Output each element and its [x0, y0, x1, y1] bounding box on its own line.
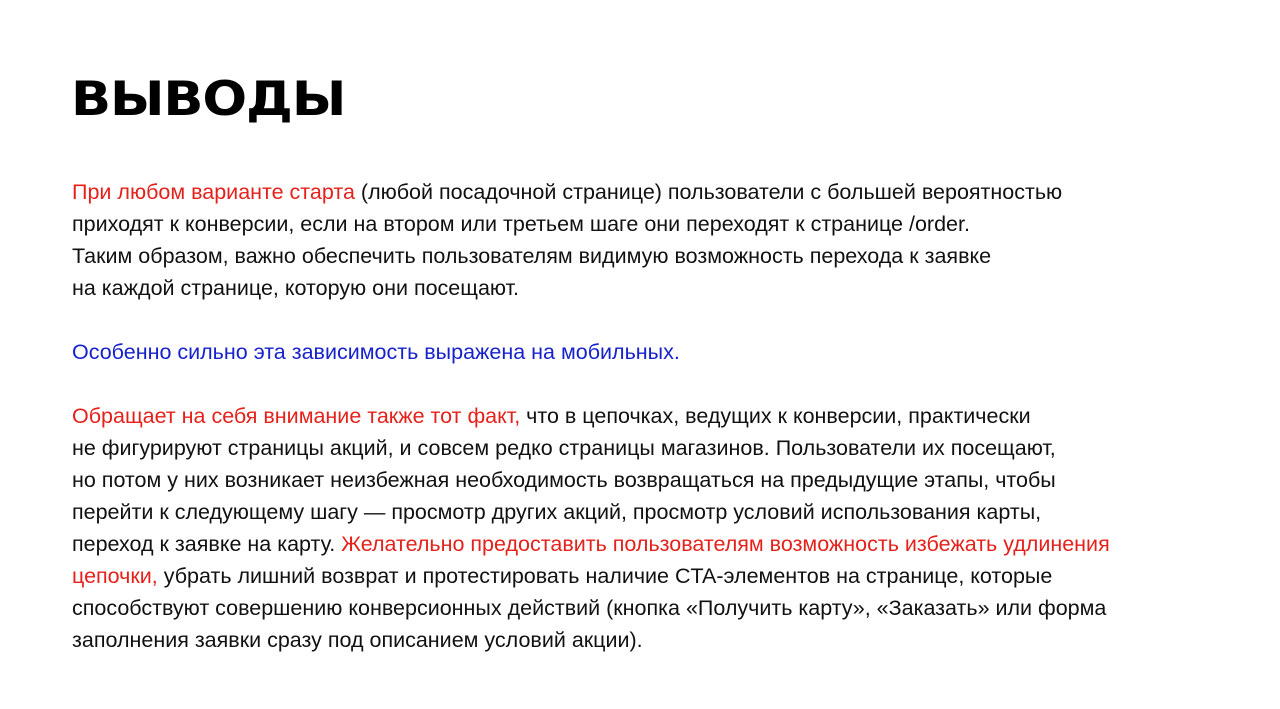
highlight-red-start: При любом варианте старта	[72, 180, 355, 204]
paragraph-spacer	[72, 304, 1252, 336]
text-segment: переход к заявке на карту.	[72, 532, 342, 556]
text-line: не фигурируют страницы акций, и совсем редко страницы магазинов. Пользователи их посещают,	[72, 436, 1056, 460]
highlight-red-recommendation: Желательно предоставить пользователям возможность избежать удлинения	[341, 532, 1110, 556]
paragraph-promo-pages	[72, 400, 1252, 656]
text-line: заполнения заявки сразу под описанием условий акции).	[72, 628, 643, 652]
text-line: способствуют совершению конверсионных действий (кнопка «Получить карту», «Заказать» или форма	[72, 596, 1107, 620]
text-line	[72, 400, 1252, 432]
slide-title: ВЫВОДЫ	[71, 72, 346, 127]
text-line	[72, 560, 1252, 592]
text-line: перейти к следующему шагу — просмотр других акций, просмотр условий использования карты,	[72, 500, 1042, 524]
highlight-red-recommendation-end: цепочки,	[72, 564, 158, 588]
paragraph-mobile	[72, 336, 1252, 368]
text-segment: (любой посадочной странице) пользователи с большей вероятностью	[354, 180, 1063, 204]
text-line: приходят к конверсии, если на втором или третьем шаге они переходят к странице /order.	[72, 212, 970, 236]
text-line: на каждой странице, которую они посещают.	[72, 276, 519, 300]
text-line: Таким образом, важно обеспечить пользователям видимую возможность перехода к заявке	[72, 244, 992, 268]
text-segment: убрать лишний возврат и протестировать наличие CTA-элементов на странице, которые	[157, 564, 1053, 588]
text-line	[72, 528, 1252, 560]
text-segment: что в цепочках, ведущих к конверсии, практически	[520, 404, 1031, 428]
highlight-red-fact: Обращает на себя внимание также тот факт,	[72, 404, 521, 428]
paragraph-spacer	[72, 368, 1252, 400]
text-line: но потом у них возникает неизбежная необходимость возвращаться на предыдущие этапы, чтобы	[72, 468, 1056, 492]
highlight-blue-mobile: Особенно сильно эта зависимость выражена на мобильных.	[72, 340, 680, 364]
paragraph-conversion-order	[72, 176, 1252, 304]
conclusions-body	[72, 176, 1252, 656]
text-line	[72, 176, 1252, 208]
